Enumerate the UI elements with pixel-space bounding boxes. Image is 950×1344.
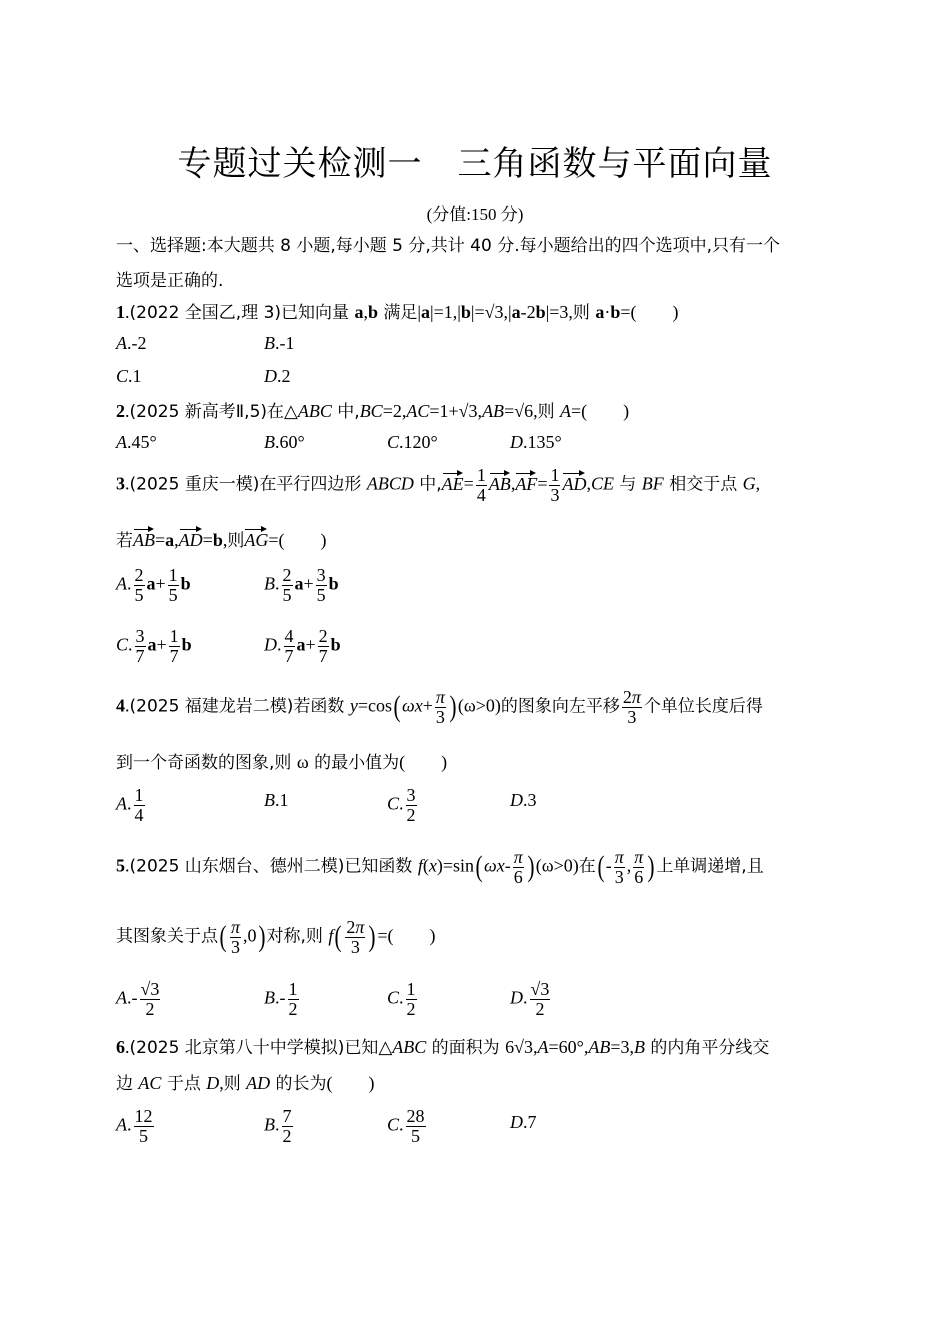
- question-4: 4.(2025 福建龙岩二模)若函数 y=cos(ωx+ $\frac{\pi}{3}$ )(ω>0)的图象向左平移 $\frac{2\pi}{3}$ 个单位长度后得: [116, 687, 763, 727]
- q1-option-c: C.1: [116, 366, 142, 386]
- q6-option-b: B. $\frac{7}{2}$: [264, 1106, 292, 1146]
- q1-option-b: B.-1: [264, 333, 295, 353]
- q6-option-c: C. $\frac{28}{5}$: [387, 1106, 425, 1146]
- question-3-line2: 若AB=a,AD=b,则AG=( ): [116, 526, 326, 552]
- question-3: 3.(2025 重庆一模)在平行四边形 ABCD 中,AE= $\frac{1}{4}$ AB,AF= $\frac{1}{3}$ AD,CE 与 BF 相交于点 G,: [116, 465, 761, 505]
- question-6-line2: 边 AC 于点 D,则 AD 的长为( ): [116, 1073, 375, 1094]
- q3-option-a: A. $\frac{2}{5}$ a+ $\frac{1}{5}$ b: [116, 565, 191, 605]
- q3-option-d: D. $\frac{4}{7}$ a+ $\frac{2}{7}$ b: [264, 626, 341, 666]
- question-5: 5.(2025 山东烟台、德州二模)已知函数 f(x)=sin(ωx- $\frac{\pi}{6}$ )(ω>0)在(- $\frac{\pi}{3}$ , $\frac{\pi}{6}$ )上单调递增,且: [116, 847, 764, 887]
- q4-option-d: D.3: [510, 790, 537, 810]
- q6-option-d: D.7: [510, 1112, 537, 1132]
- q1-option-a: A.-2: [116, 333, 147, 353]
- q5-option-b: B.- $\frac{1}{2}$: [264, 979, 298, 1019]
- q2-option-b: B.60°: [264, 432, 305, 452]
- question-number: 1: [116, 302, 125, 322]
- question-source: (2022 全国乙,理 3): [129, 303, 282, 323]
- question-4-line2: 到一个奇函数的图象,则 ω 的最小值为( ): [116, 752, 448, 773]
- q3-option-c: C. $\frac{3}{7}$ a+ $\frac{1}{7}$ b: [116, 626, 192, 666]
- score-note: (分值:150 分): [426, 205, 524, 224]
- q1-option-d: D.2: [264, 366, 291, 386]
- question-6: 6.(2025 北京第八十中学模拟)已知△ABC 的面积为 6√3,A=60°,AB=3,B 的内角平分线交: [116, 1037, 770, 1058]
- q5-option-a: A.- $\frac{√3}{2}$: [116, 979, 160, 1019]
- section-heading-line2: 选项是正确的.: [116, 271, 224, 291]
- question-2: 2.(2025 新高考Ⅱ,5)在△ABC 中,BC=2,AC=1+√3,AB=√6,则 A=( ): [116, 401, 630, 422]
- question-1: 1.(2022 全国乙,理 3)已知向量 a,b 满足|a|=1,|b|=√3,|a-2b|=3,则 a·b=( ): [116, 302, 679, 323]
- question-5-line2: 其图象关于点( $\frac{\pi}{3}$ ,0)对称,则 f( $\frac{2\pi}{3}$ )=( ): [116, 917, 436, 957]
- q2-option-c: C.120°: [387, 432, 438, 452]
- q2-option-d: D.135°: [510, 432, 562, 452]
- q6-option-a: A. $\frac{12}{5}$: [116, 1106, 153, 1146]
- q4-option-c: C. $\frac{3}{2}$: [387, 785, 416, 825]
- q4-option-b: B.1: [264, 790, 289, 810]
- section-heading-line1: 一、选择题:本大题共 8 小题,每小题 5 分,共计 40 分.每小题给出的四个选项中,只有一个: [116, 236, 781, 256]
- q3-option-b: B. $\frac{2}{5}$ a+ $\frac{3}{5}$ b: [264, 565, 339, 605]
- q5-option-c: C. $\frac{1}{2}$: [387, 979, 416, 1019]
- q5-option-d: D. $\frac{√3}{2}$: [510, 979, 550, 1019]
- q4-option-a: A. $\frac{1}{4}$: [116, 785, 144, 825]
- q2-option-a: A.45°: [116, 432, 157, 452]
- page-title: 专题过关检测一 三角函数与平面向量: [177, 144, 773, 184]
